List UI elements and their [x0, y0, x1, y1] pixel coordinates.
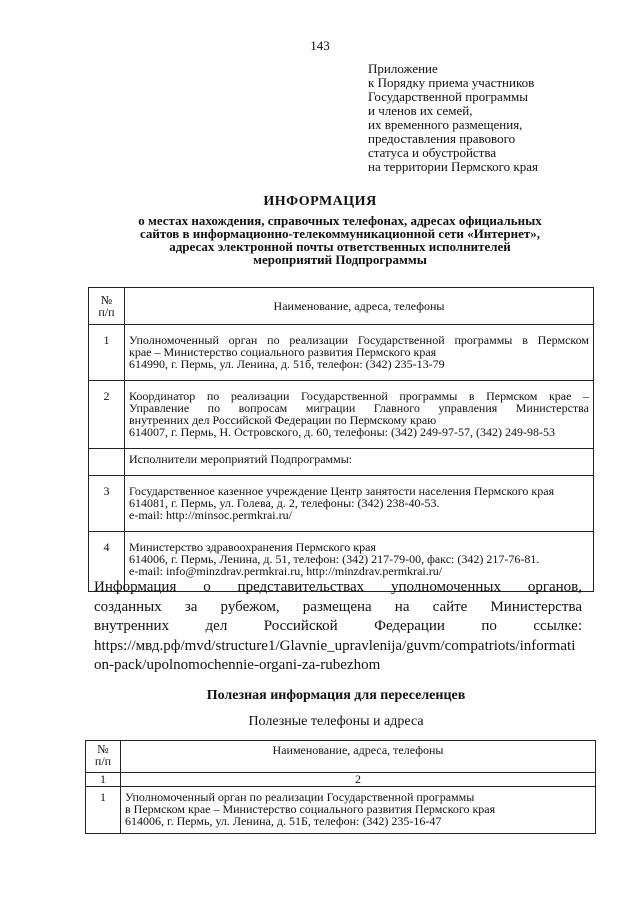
- table-section-row: [89, 449, 594, 476]
- row-line: внутренних дел Российской Федерации по Пермскому краю: [129, 413, 437, 427]
- header-number-symbol: №: [100, 293, 113, 307]
- row-line: 614006, г. Пермь, Ленина, д. 51, телефон: (342) 217-79-00, факс: (342) 217-76-81.: [129, 552, 540, 566]
- section-title: Полезная информация для переселенцев: [206, 688, 466, 703]
- appendix-line: на территории Пермского края: [368, 159, 538, 174]
- row-number: 2: [89, 381, 125, 449]
- row-line: 614007, г. Пермь, Н. Островского, д. 60, телефоны: (342) 249-97-57, (342) 249-98-53: [129, 425, 555, 439]
- row-content: [125, 381, 594, 449]
- section-label: Исполнители мероприятий Подпрограммы:: [129, 452, 353, 466]
- row-line: e-mail: http://minsoc.permkrai.ru/: [129, 508, 292, 522]
- column-index-row: [86, 773, 596, 787]
- representations-paragraph: [94, 578, 582, 676]
- appendix-note: [368, 62, 538, 174]
- paragraph-link-line: on-pack/upolnomochennie-organi-za-rubezhom: [94, 657, 381, 673]
- column-index-2: 2: [121, 773, 596, 787]
- table-header-row: [86, 741, 596, 773]
- appendix-line: статуса и обустройства: [368, 145, 497, 160]
- row-content: [125, 325, 594, 381]
- subtitle-line: адресах электронной почты ответственных исполнителей: [169, 239, 511, 254]
- appendix-line: предоставления правового: [368, 131, 516, 146]
- paragraph-line: Информация о представительствах уполномоченных органов,: [94, 579, 582, 595]
- header-number-abbr: п/п: [94, 754, 112, 768]
- row-line: Управление по вопросам миграции Главного управления Министерства: [129, 401, 589, 415]
- row-line: 614006, г. Пермь, ул. Ленина, д. 51Б, телефон: (342) 235-16-47: [125, 814, 442, 828]
- table-row: [89, 476, 594, 532]
- row-line: Государственное казенное учреждение Центр занятости населения Пермского края: [129, 484, 555, 498]
- useful-contacts-table: [85, 740, 596, 834]
- row-content: [121, 787, 596, 834]
- row-line: Уполномоченный орган по реализации Государственной программы в Пермском: [129, 333, 589, 347]
- paragraph-line: созданных за рубежом, размещена на сайте Министерства: [94, 598, 582, 615]
- header-number-cell: [86, 741, 121, 773]
- row-content: [125, 476, 594, 532]
- row-line: Уполномоченный орган по реализации Государственной программы: [125, 790, 475, 804]
- row-number: 1: [89, 325, 125, 381]
- row-line: в Пермском крае – Министерство социального развития Пермского края: [125, 802, 496, 816]
- row-content: [125, 449, 594, 476]
- header-name-cell: Наименование, адреса, телефоны: [125, 288, 594, 325]
- contacts-table: [88, 287, 594, 592]
- document-title: ИНФОРМАЦИЯ: [263, 194, 377, 209]
- appendix-line: и членов их семей,: [368, 103, 473, 118]
- header-number-symbol: №: [97, 742, 109, 756]
- subtitle-line: о местах нахождения, справочных телефонах, адресах официальных: [138, 213, 542, 228]
- appendix-line: их временного размещения,: [368, 117, 523, 132]
- table-row: [89, 381, 594, 449]
- subtitle-line: сайтов в информационно-телекоммуникационной сети «Интернет»,: [139, 226, 541, 241]
- paragraph-line: внутренних дел Российской Федерации по ссылке:: [94, 618, 582, 634]
- row-number: 1: [86, 787, 121, 834]
- appendix-line: Приложение: [368, 61, 438, 76]
- table-row: [89, 325, 594, 381]
- appendix-line: Государственной программы: [368, 89, 529, 104]
- row-line: 614990, г. Пермь, ул. Ленина, д. 51б, телефон: (342) 235-13-79: [129, 357, 445, 371]
- section-subtitle: Полезные телефоны и адреса: [248, 714, 424, 729]
- document-subtitle: [80, 214, 600, 266]
- appendix-line: к Порядку приема участников: [368, 75, 535, 90]
- header-number-cell: [89, 288, 125, 325]
- header-number-abbr: п/п: [98, 305, 115, 319]
- row-number: 3: [89, 476, 125, 532]
- page-number: 143: [310, 38, 330, 53]
- row-line: Координатор по реализации Государственной программы в Пермском крае –: [129, 389, 589, 403]
- header-name-cell: Наименование, адреса, телефоны: [121, 741, 596, 773]
- table-header-row: [89, 288, 594, 325]
- subtitle-line: мероприятий Подпрограммы: [253, 252, 427, 267]
- paragraph-link-line: https://мвд.рф/mvd/structure1/Glavnie_upravlenija/guvm/compatriots/informati: [94, 637, 576, 654]
- row-line: e-mail: info@minzdrav.permkrai.ru, http://minzdrav.permkrai.ru/: [129, 564, 443, 578]
- row-line: крае – Министерство социального развития Пермского края: [129, 345, 437, 359]
- table-row: [86, 787, 596, 834]
- row-line: 614081, г. Пермь, ул. Голева, д. 2, телефоны: (342) 238-40-53.: [129, 496, 440, 510]
- column-index-1: 1: [86, 773, 121, 787]
- row-number: [89, 449, 125, 476]
- row-number: 4: [89, 532, 125, 592]
- row-line: Министерство здравоохранения Пермского края: [129, 540, 376, 554]
